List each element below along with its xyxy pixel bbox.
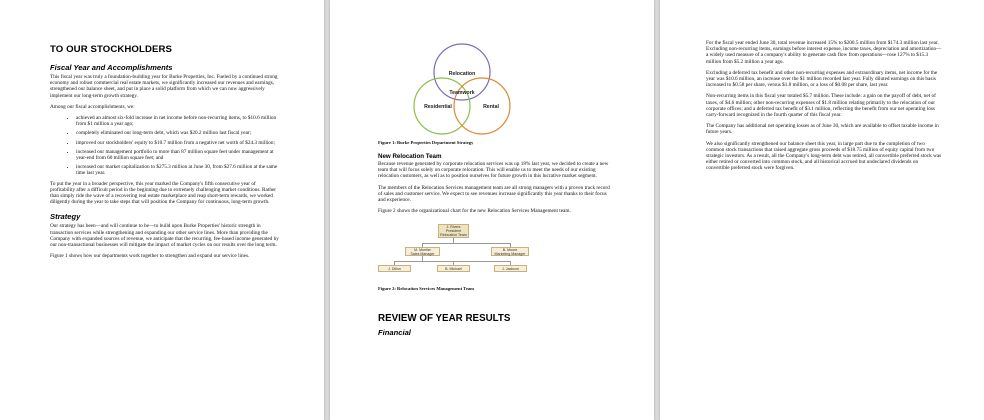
document-page-3 <box>660 0 984 420</box>
org-node-sales-manager <box>405 247 440 256</box>
venn-circle-rental <box>454 78 510 134</box>
perspective-paragraph: To put the year in a broader perspective, this year marked the Company's fifth consecutive year of profitability after a difficult period in the beginning due to extremely challenging market conditions. Rather than simply ride the wave of a recovering real estate marketplace and reap short-term rewards, we worked diligently during the year to take steps that will position the Company for continuous, long-term growth. <box>50 180 277 206</box>
financial-paragraph: We also significantly strengthened our balance sheet this year, in large part due to the completion of two common stock transactions that raised aggregate gross proceeds of $18.75 million of equity capital from two strategic investors. As a result, all the Company's long-term debt was retired, all convertible preferred stock was either retired or converted into common stock, and all historical accrued but undeclared dividends on convertible preferred stock were forgiven. <box>706 140 942 172</box>
list-item: • completely eliminated our long-term debt, which was $20.2 million last fiscal year; <box>76 130 282 136</box>
accomplishments-lead: Among our fiscal accomplishments, we: <box>50 103 135 110</box>
org-node-name: B. Moore <box>502 248 518 253</box>
section-heading-financial: Financial <box>378 328 411 338</box>
org-node-marketing-manager <box>491 247 529 256</box>
strategy-paragraph: Our strategy has been—and will continue to be—to build upon Burke Properties' historic strength in transaction services while strengthening and expanding our other service lines. More than providing the Company with expanded sources of revenue, we anticipate that the recurring, fee-based income generated by our non-transactional businesses will mitigate the impact of market cycles on our results over the long term. <box>50 223 279 249</box>
org-node-president <box>438 224 469 238</box>
org-node-title: Marketing Manager <box>494 252 526 257</box>
financial-paragraph: Non-recurring items in this fiscal year totaled $5.7 million. These include: a gain on the payoff of debt, net of taxes, of $4.6 million; other non-recurring expenses of $1.8 million relating primarily to the relocation of our corporate offices; and a deferred tax benefit of $3.1 million, reflecting the benefit from our net operating loss carry-forward recognized in the fourth quarter of this fiscal year. <box>706 93 936 119</box>
figure-1-caption: Figure 1: Burke Properties Department Strategy <box>378 140 474 145</box>
org-node-title: Sales Manager <box>410 252 435 257</box>
relocation-paragraph-1: Because revenue generated by corporate relocation services was up 18% last year, we decided to create a new team that will focus solely on corporate relocation. This will enable us to meet the needs of our existing relocation customers, as well as to position ourselves for future growth in this lucrative market segment. <box>378 161 609 180</box>
org-node-staff: B. Michael <box>437 265 470 272</box>
venn-label-rental: Rental <box>483 104 499 110</box>
org-node-staff: J. Dillon <box>378 265 411 272</box>
relocation-paragraph-3: Figure 2 shows the organizational chart for the new Relocation Services Management team. <box>378 208 571 215</box>
intro-paragraph: This fiscal year was truly a foundation-building year for Burke Properties, Inc. Fueled by a continued strong economy and robust commercial real estate markets, we significantly increased our revenues and earnings, strengthened our balance sheet, and put in place a solid platform from which we can now aggressively implement our long-term growth strategy. <box>50 74 278 99</box>
venn-label-relocation: Relocation <box>448 71 476 77</box>
relocation-paragraph-2: The members of the Relocation Services management team are all strong managers with a proven track record of sales and customer service. We expect to see revenues increase significantly this year thanks to their focus and experience. <box>378 184 610 204</box>
venn-label-residential: Residential <box>424 104 452 110</box>
org-node-staff: J. Jackson <box>494 265 527 272</box>
org-chart <box>378 222 614 284</box>
figure-2-caption: Figure 2: Relocation Services Management Team <box>378 286 474 292</box>
document-page-1 <box>0 0 324 420</box>
financial-paragraph: Excluding a deferred tax benefit and other non-recurring expenses and extraordinary items, net income for the year was $10.6 million, an increase over the $1 million recorded last year. Fully diluted earnings on this basis increased to $0.58 per share, versus $1.8 million, or a loss of $0.08 per share, last year. <box>706 69 938 89</box>
financial-paragraph: For the fiscal year ended June 30, total revenue increased 15% to $200.5 million from $174.3 million last year. Excluding non-recurring items, earnings before interest expense, income taxes, depreciation and amortization—a widely used measure of a company's ability to generate cash flow from operations—rose 127% to $15.3 million from $5.2 million a year ago. <box>706 40 942 65</box>
venn-label-teamwork: Teamwork <box>449 90 475 96</box>
section-heading-fiscal-year: Fiscal Year and Accomplishments <box>50 63 173 72</box>
section-heading-review: REVIEW OF YEAR RESULTS <box>378 313 511 325</box>
section-heading-relocation-team: New Relocation Team <box>378 153 442 160</box>
figure-reference: Figure 1 shows how our departments work together to strengthen and expand our service lines. <box>50 253 250 260</box>
org-node-name: J. Rivers <box>446 225 461 230</box>
section-heading-strategy: Strategy <box>50 212 81 222</box>
list-item: • achieved an almost six-fold increase in net income before non-recurring items, to $10.6 million from $1 million a year ago; <box>76 115 282 127</box>
list-item: • increased our market capitalization to $275.3 million at June 30, from $27.6 million at the same time last year. <box>76 164 282 176</box>
accomplishments-list <box>50 115 282 177</box>
org-node-name: M. Mueller <box>414 248 431 253</box>
page-title: TO OUR STOCKHOLDERS <box>50 44 173 55</box>
list-item: • increased our management portfolio to more than 87 million square feet under management at year-end from 60 million square feet; and <box>76 149 282 161</box>
list-item: • improved our stockholders' equity to $10.7 million from a negative net worth of $24.3 million; <box>76 140 282 146</box>
document-page-2 <box>330 0 654 420</box>
financial-paragraph: The Company has additional net operating losses as of June 30, which are available to offset taxable income in future years. <box>706 123 939 136</box>
org-node-title: Relocation Team <box>440 233 467 238</box>
org-node-title: President <box>445 229 462 234</box>
venn-diagram <box>378 30 614 136</box>
